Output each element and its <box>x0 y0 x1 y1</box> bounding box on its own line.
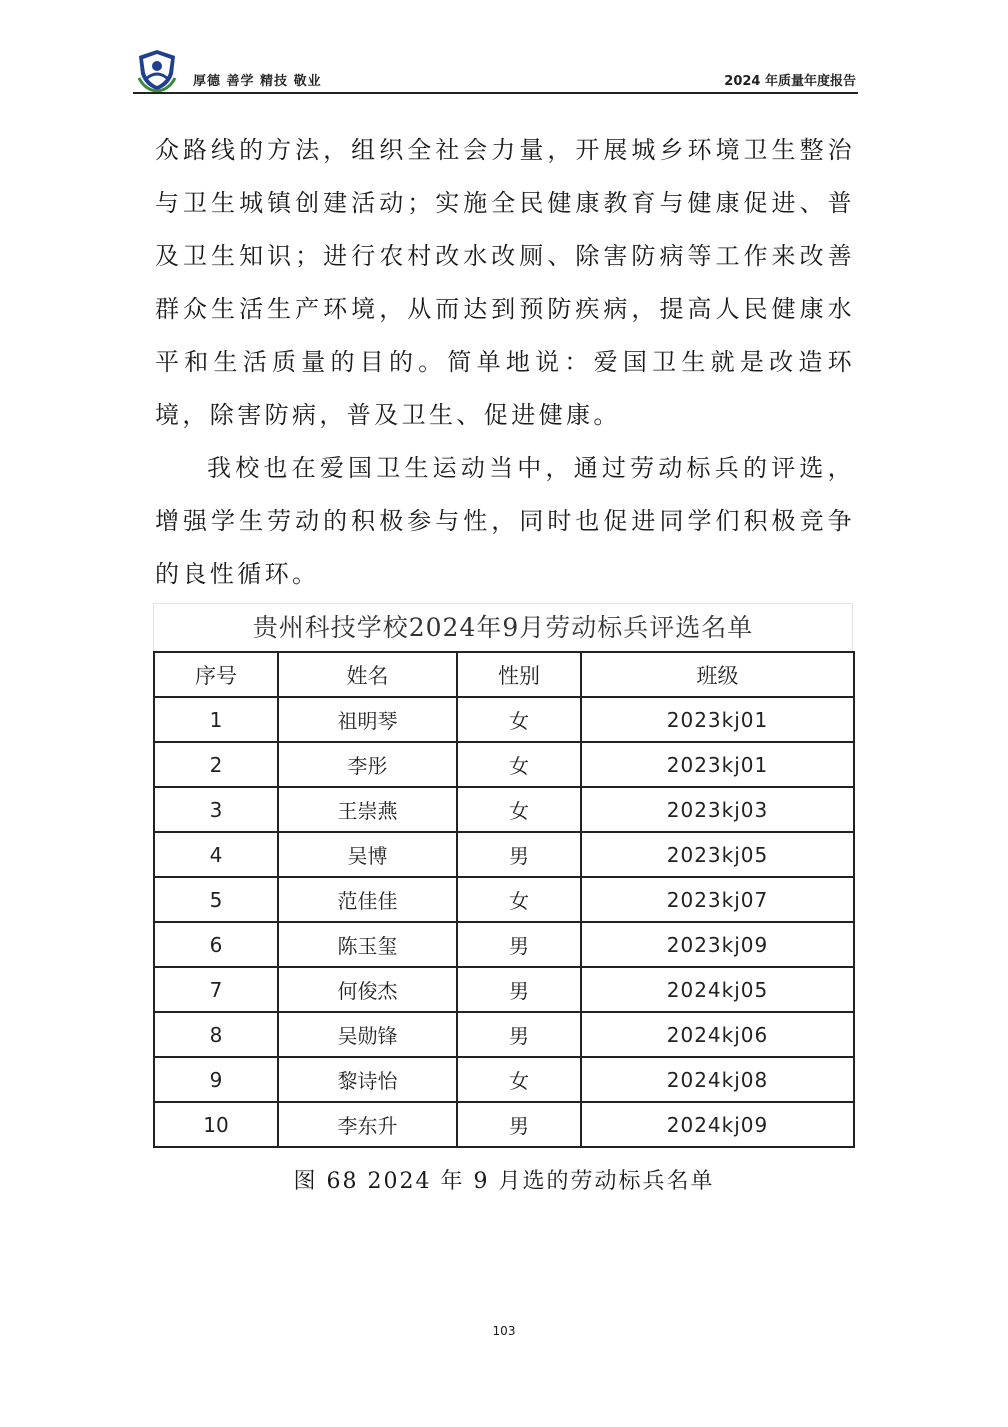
report-title: 2024 年质量年度报告 <box>724 74 856 89</box>
cell-gender: 女 <box>457 787 581 832</box>
honor-list-table <box>153 651 855 1148</box>
cell-gender: 女 <box>457 742 581 787</box>
school-motto: 厚德 善学 精技 敬业 <box>193 74 322 89</box>
cell-index: 5 <box>154 877 278 922</box>
header-index: 序号 <box>154 652 278 697</box>
cell-name: 黎诗怡 <box>278 1057 457 1102</box>
cell-gender: 男 <box>457 1012 581 1057</box>
cell-gender: 男 <box>457 832 581 877</box>
cell-class: 2024kj05 <box>581 967 854 1012</box>
cell-gender: 男 <box>457 922 581 967</box>
cell-name: 王崇燕 <box>278 787 457 832</box>
cell-index: 4 <box>154 832 278 877</box>
cell-name: 范佳佳 <box>278 877 457 922</box>
cell-class: 2023kj01 <box>581 697 854 742</box>
table-row <box>154 1012 854 1057</box>
cell-gender: 男 <box>457 967 581 1012</box>
table-header-row <box>154 652 854 697</box>
cell-class: 2023kj03 <box>581 787 854 832</box>
cell-class: 2024kj09 <box>581 1102 854 1147</box>
table-row <box>154 967 854 1012</box>
cell-name: 李彤 <box>278 742 457 787</box>
cell-class: 2023kj05 <box>581 832 854 877</box>
school-emblem-icon <box>135 48 179 92</box>
cell-gender: 女 <box>457 1057 581 1102</box>
figure-caption: 图 68 2024 年 9 月选的劳动标兵名单 <box>293 1169 715 1194</box>
cell-class: 2023kj09 <box>581 922 854 967</box>
cell-gender: 女 <box>457 697 581 742</box>
cell-index: 3 <box>154 787 278 832</box>
page-number: 103 <box>492 1324 516 1338</box>
cell-name: 吴勋锋 <box>278 1012 457 1057</box>
table-title: 贵州科技学校2024年9月劳动标兵评选名单 <box>153 603 853 651</box>
cell-name: 祖明琴 <box>278 697 457 742</box>
table-row <box>154 877 854 922</box>
cell-class: 2024kj06 <box>581 1012 854 1057</box>
table-row <box>154 787 854 832</box>
cell-class: 2023kj07 <box>581 877 854 922</box>
cell-index: 6 <box>154 922 278 967</box>
cell-index: 9 <box>154 1057 278 1102</box>
cell-index: 1 <box>154 697 278 742</box>
paragraph-1: 众路线的方法，组织全社会力量，开展城乡环境卫生整治与卫生城镇创建活动；实施全民健康教育与健康促进、普及卫生知识；进行农村改水改厕、除害防病等工作来改善群众生活生产环境，从而达到预防疾病，提高人民健康水平和生活质量的目的。简单地说：爱国卫生就是改造环境，除害防病，普及卫生、促进健康。 <box>155 136 855 429</box>
honor-list-table-block <box>153 603 853 1148</box>
header-class: 班级 <box>581 652 854 697</box>
cell-name: 吴博 <box>278 832 457 877</box>
cell-index: 8 <box>154 1012 278 1057</box>
cell-gender: 女 <box>457 877 581 922</box>
table-row <box>154 742 854 787</box>
table-row <box>154 697 854 742</box>
table-row <box>154 1057 854 1102</box>
cell-index: 7 <box>154 967 278 1012</box>
cell-index: 10 <box>154 1102 278 1147</box>
cell-index: 2 <box>154 742 278 787</box>
paragraph-2: 我校也在爱国卫生运动当中，通过劳动标兵的评选，增强学生劳动的积极参与性，同时也促进同学们积极竞争的良性循环。 <box>155 454 855 588</box>
cell-name: 陈玉玺 <box>278 922 457 967</box>
cell-name: 李东升 <box>278 1102 457 1147</box>
cell-class: 2023kj01 <box>581 742 854 787</box>
cell-name: 何俊杰 <box>278 967 457 1012</box>
cell-class: 2024kj08 <box>581 1057 854 1102</box>
body-text <box>155 124 855 601</box>
header-name: 姓名 <box>278 652 457 697</box>
table-row <box>154 1102 854 1147</box>
page-header <box>133 46 858 94</box>
table-row <box>154 922 854 967</box>
table-row <box>154 832 854 877</box>
header-gender: 性别 <box>457 652 581 697</box>
cell-gender: 男 <box>457 1102 581 1147</box>
